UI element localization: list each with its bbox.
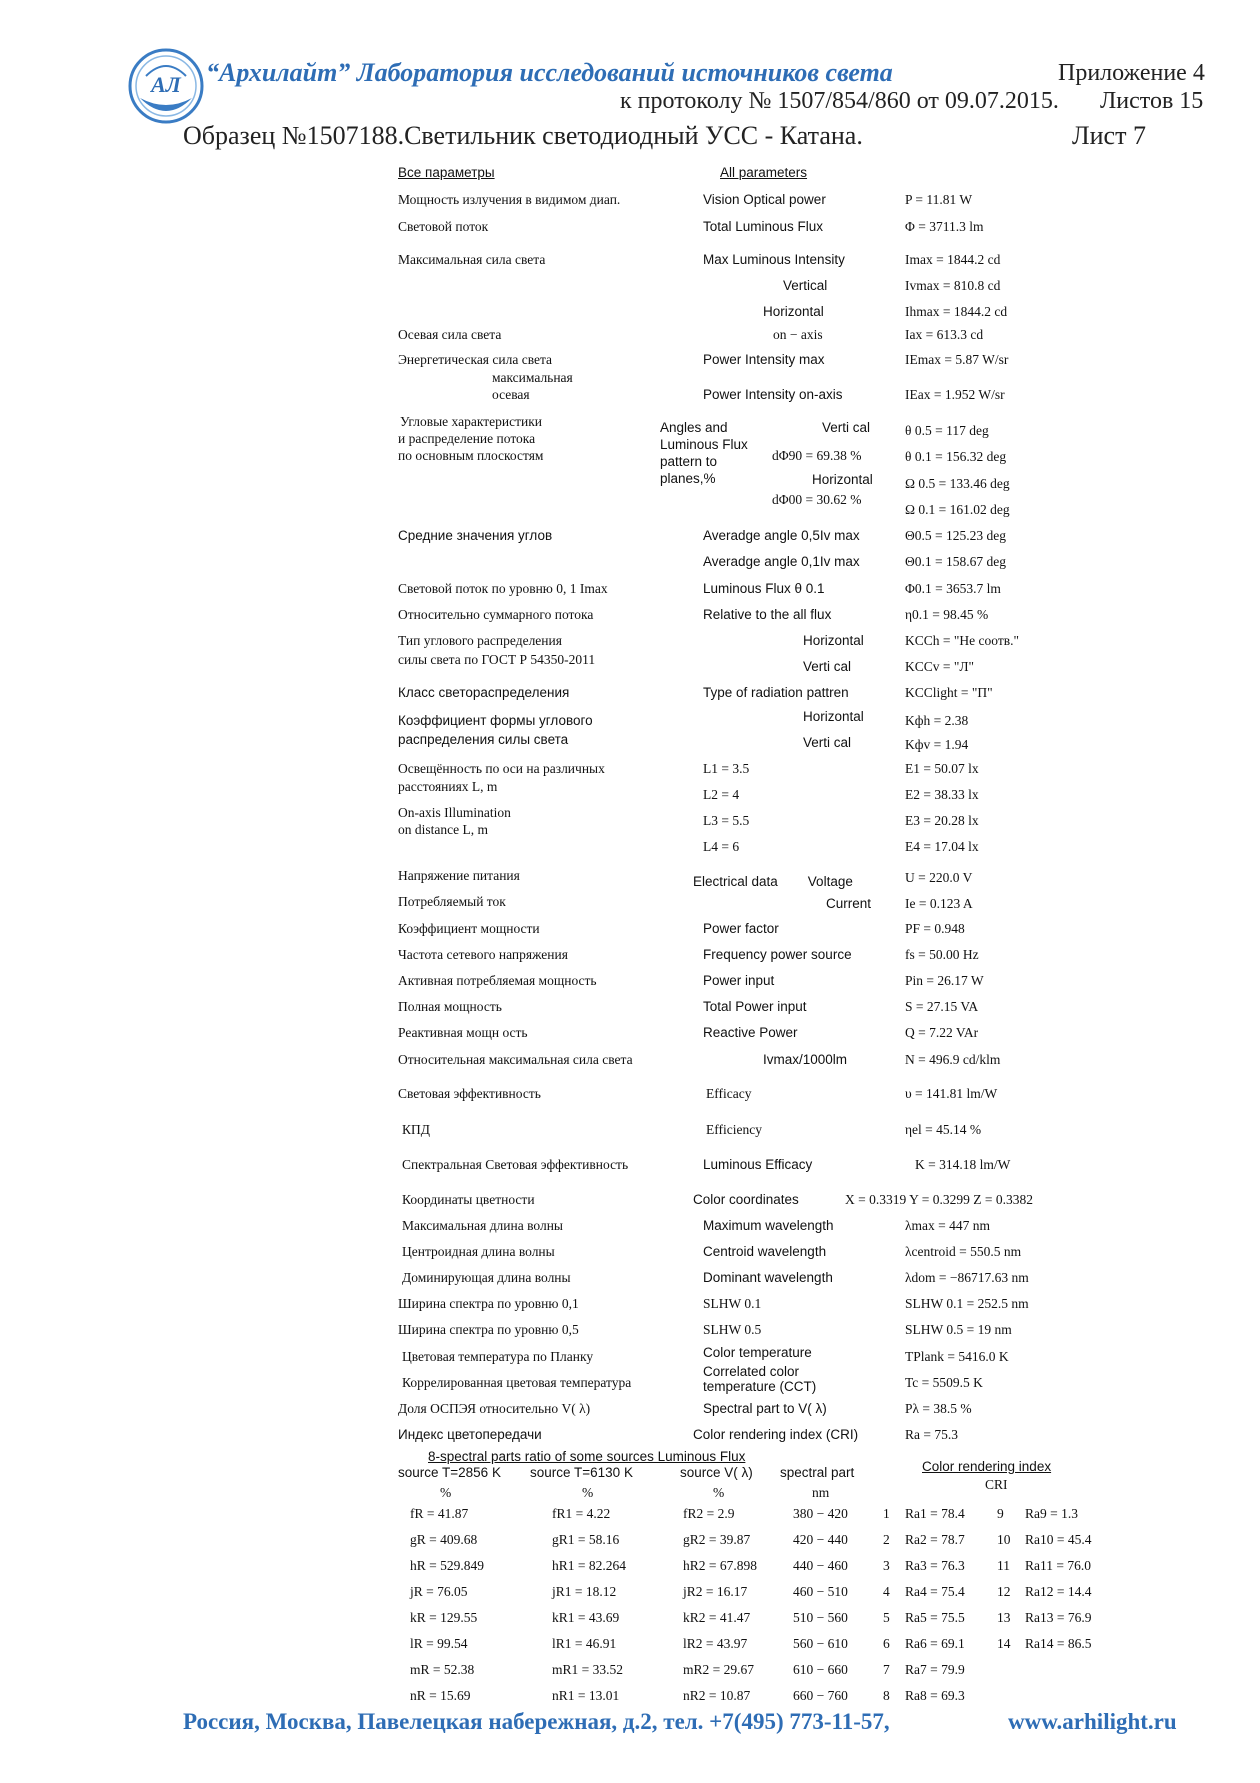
spectral-cell: 2 [883, 1532, 890, 1547]
param-value: Tc = 5509.5 K [905, 1375, 983, 1390]
spectral-cell: 7 [883, 1662, 890, 1677]
angles-horizontal-label: Horizontal [812, 472, 873, 487]
col-head-2856: source T=2856 K [398, 1465, 501, 1480]
spectral-cell: 12 [997, 1584, 1011, 1599]
param-value: Kфh = 2.38 [905, 713, 969, 728]
spectral-cell: kR2 = 41.47 [683, 1610, 751, 1625]
param-en: Horizontal [803, 709, 864, 724]
param-row [0, 1192, 1260, 1214]
cri-subtitle: CRI [985, 1477, 1008, 1492]
param-row [0, 652, 1260, 674]
angles-en-4: planes,% [660, 471, 716, 486]
heading-all-parameters-en: All parameters [720, 165, 808, 180]
angle-value: Ω 0.1 = 161.02 deg [905, 502, 1010, 517]
param-en: Dominant wavelength [703, 1270, 833, 1285]
param-row [0, 1270, 1260, 1292]
spectral-cell: Ra4 = 75.4 [905, 1584, 965, 1599]
param-en: Horizontal [763, 304, 824, 319]
param-ru: Доминирующая длина волны [402, 1270, 571, 1285]
angles-df00: dΦ00 = 30.62 % [772, 492, 862, 507]
param-ru: Световой поток по уровню 0, 1 Imax [398, 581, 608, 596]
col-head-v: source V( λ) [680, 1465, 753, 1480]
param-ru: On-axis Illumination [398, 805, 511, 820]
param-row [0, 528, 1260, 550]
spectral-cell: 510 − 560 [793, 1610, 848, 1625]
col-unit: % [713, 1485, 725, 1500]
param-value: S = 27.15 VA [905, 999, 979, 1014]
param-en: Vision Optical power [703, 192, 826, 207]
param-row [0, 554, 1260, 576]
spectral-cell: 14 [997, 1636, 1011, 1651]
param-value: Ihmax = 1844.2 cd [905, 304, 1008, 319]
spectral-cell: 6 [883, 1636, 890, 1651]
param-value: IEax = 1.952 W/sr [905, 387, 1005, 402]
angle-value: Ω 0.5 = 133.46 deg [905, 476, 1010, 491]
angles-df90: dΦ90 = 69.38 % [772, 448, 862, 463]
spectral-cell: kR1 = 43.69 [552, 1610, 620, 1625]
angles-ru-3: по основным плоскостям [398, 448, 544, 463]
spectral-cell: 5 [883, 1610, 890, 1625]
param-ru: Коэффициент мощности [398, 921, 540, 936]
param-value: Θ0.5 = 125.23 deg [905, 528, 1006, 543]
spectral-cell: hR = 529.849 [410, 1558, 484, 1573]
param-en: Luminous Flux θ 0.1 [703, 581, 825, 596]
spectral-cell: Ra3 = 76.3 [905, 1558, 965, 1573]
param-row [0, 685, 1260, 707]
param-row [0, 1296, 1260, 1318]
param-ru: Максимальная длина волны [402, 1218, 563, 1233]
param-en: Frequency power source [703, 947, 852, 962]
spectral-cell: mR = 52.38 [410, 1662, 475, 1677]
param-en: Total Luminous Flux [703, 219, 824, 234]
spectral-cell: Ra12 = 14.4 [1025, 1584, 1092, 1599]
angles-en-3: pattern to [660, 454, 718, 469]
spectral-cell: fR2 = 2.9 [683, 1506, 735, 1521]
logo-lettering: АЛ [151, 72, 181, 97]
param-value: Ivmax = 810.8 cd [905, 278, 1001, 293]
spectral-cell: lR = 99.54 [410, 1636, 468, 1651]
param-ru: Энергетическая сила света [398, 352, 553, 367]
param-en: Centroid wavelength [703, 1244, 827, 1259]
spectral-cell: nR1 = 13.01 [552, 1688, 620, 1703]
param-row [0, 1122, 1260, 1144]
param-value: SLHW 0.5 = 19 nm [905, 1322, 1012, 1337]
spectral-cell: hR2 = 67.898 [683, 1558, 757, 1573]
param-row [0, 581, 1260, 603]
param-value: E4 = 17.04 lx [905, 839, 979, 854]
param-row [0, 1401, 1260, 1423]
param-en: Total Power input [703, 999, 807, 1014]
col-head-spectral: spectral part [780, 1465, 855, 1480]
param-en: Efficiency [706, 1122, 762, 1137]
param-row [0, 1364, 1260, 1397]
param-row [0, 219, 1260, 241]
col-head-6130: source T=6130 K [530, 1465, 633, 1480]
param-row [0, 868, 1260, 890]
param-row [0, 1345, 1260, 1371]
param-value: KCClight = "П" [905, 685, 993, 700]
param-row [0, 1244, 1260, 1266]
param-value: Φ = 3711.3 lm [905, 219, 984, 234]
spectral-cell: fR1 = 4.22 [552, 1506, 611, 1521]
spectral-cell: Ra7 = 79.9 [905, 1662, 965, 1677]
param-ru: Ширина спектра по уровню 0,1 [398, 1296, 579, 1311]
param-value: IEmax = 5.87 W/sr [905, 352, 1009, 367]
spectral-cell: 560 − 610 [793, 1636, 848, 1651]
param-ru: расстояниях L, m [398, 779, 498, 794]
param-en: Power input [703, 973, 775, 988]
angles-ru-1: Угловые характеристики [400, 414, 542, 429]
param-en: Power Intensity on-axis [703, 387, 843, 402]
spectral-cell: mR1 = 33.52 [552, 1662, 623, 1677]
spectral-cell: 460 − 510 [793, 1584, 848, 1599]
param-ru: Осевая сила света [398, 327, 502, 342]
spectral-cell: 10 [997, 1532, 1011, 1547]
spectral-cell: Ra1 = 78.4 [905, 1506, 965, 1521]
param-ru: Активная потребляемая мощность [398, 973, 597, 988]
param-value: ηel = 45.14 % [905, 1122, 982, 1137]
param-en: L2 = 4 [703, 787, 740, 802]
param-ru: распределения силы света [398, 732, 569, 747]
param-value: X = 0.3319 Y = 0.3299 Z = 0.3382 [845, 1192, 1033, 1207]
protocol-reference: к протоколу № 1507/854/860 от 09.07.2015. [620, 88, 1059, 114]
spectral-cell: Ra8 = 69.3 [905, 1688, 965, 1703]
param-value: KCCv = "Л" [905, 659, 975, 674]
param-en: Relative to the all flux [703, 607, 832, 622]
spectral-cell: kR = 129.55 [410, 1610, 478, 1625]
lab-title: “Архилайт” Лаборатория исследований источников света [206, 58, 893, 87]
param-en: Color coordinates [693, 1192, 799, 1207]
param-ru: Напряжение питания [398, 868, 520, 883]
param-en: Power factor [703, 921, 779, 936]
param-row [0, 1218, 1260, 1240]
param-ru: Частота сетевого напряжения [398, 947, 568, 962]
param-value: KCCh = "Не соотв." [905, 633, 1019, 648]
param-en: L4 = 6 [703, 839, 740, 854]
spectral-cell: fR = 41.87 [410, 1506, 469, 1521]
param-en: Color rendering index (CRI) [693, 1427, 859, 1442]
col-unit: % [582, 1485, 594, 1500]
angles-ru-2: и распределение потока [398, 431, 536, 446]
param-row [0, 327, 1260, 349]
param-ru: Средние значения углов [398, 528, 553, 543]
param-value: E1 = 50.07 lx [905, 761, 979, 776]
heading-all-parameters-ru: Все параметры [398, 165, 495, 180]
angles-vertical-label: Verti cal [822, 420, 871, 435]
param-ru: Класс светораспределения [398, 685, 570, 700]
param-ru: Максимальная сила света [398, 252, 546, 267]
param-en: Reactive Power [703, 1025, 798, 1040]
param-ru: on distance L, m [398, 822, 488, 837]
spectral-cell: nR2 = 10.87 [683, 1688, 751, 1703]
param-value: PF = 0.948 [905, 921, 965, 936]
param-en: SLHW 0.1 [703, 1296, 762, 1311]
param-ru: Доля ОСПЭЯ относительно V( λ) [398, 1401, 591, 1416]
param-ru: Мощность излучения в видимом диап. [398, 192, 621, 207]
param-value: λcentroid = 550.5 nm [905, 1244, 1022, 1259]
param-value: η0.1 = 98.45 % [905, 607, 989, 622]
param-value: E2 = 38.33 lx [905, 787, 979, 802]
spectral-cell: 8 [883, 1688, 890, 1703]
param-row [0, 1086, 1260, 1108]
spectral-cell: 420 − 440 [793, 1532, 848, 1547]
param-row [0, 304, 1260, 326]
param-en: Ivmax/1000lm [763, 1052, 848, 1067]
param-ru: Потребляемый ток [398, 894, 506, 909]
param-ru: Координаты цветности [402, 1192, 535, 1207]
param-en: Max Luminous Intensity [703, 252, 845, 267]
param-row [0, 1322, 1260, 1344]
param-value: P = 11.81 W [905, 192, 973, 207]
spectral-cell: Ra2 = 78.7 [905, 1532, 965, 1547]
param-ru: Индекс цветопередачи [398, 1427, 542, 1442]
param-value: Iax = 613.3 cd [905, 327, 984, 342]
param-ru: Спектральная Световая эффективность [402, 1157, 629, 1172]
param-en: Luminous Efficacy [703, 1157, 813, 1172]
param-value: Θ0.1 = 158.67 deg [905, 554, 1006, 569]
param-en: Averadge angle 0,5Iv max [703, 528, 860, 543]
param-row [0, 779, 1260, 801]
param-ru: КПД [402, 1122, 430, 1137]
param-ru: осевая [492, 387, 530, 402]
param-en: Verti cal [803, 659, 852, 674]
param-ru: максимальная [492, 370, 573, 385]
param-en: Horizontal [803, 633, 864, 648]
spectral-cell: lR2 = 43.97 [683, 1636, 748, 1651]
laboratory-logo [126, 46, 206, 126]
param-row [0, 192, 1260, 214]
spectral-cell: jR1 = 18.12 [552, 1584, 617, 1599]
param-ru: Световой поток [398, 219, 489, 234]
angles-en-1: Angles and [660, 420, 728, 435]
param-ru: Ширина спектра по уровню 0,5 [398, 1322, 579, 1337]
param-value: N = 496.9 cd/klm [905, 1052, 1001, 1067]
param-row [0, 607, 1260, 629]
param-value: TPlank = 5416.0 K [905, 1349, 1009, 1364]
param-en: Maximum wavelength [703, 1218, 834, 1233]
param-ru: Коррелированная цветовая температура [402, 1375, 632, 1390]
param-ru: Центроидная длина волны [402, 1244, 555, 1259]
param-value: λmax = 447 nm [905, 1218, 991, 1233]
param-value: Φ0.1 = 3653.7 lm [905, 581, 1001, 596]
appendix-label: Приложение 4 [1058, 60, 1205, 86]
param-en: L3 = 5.5 [703, 813, 750, 828]
spectral-cell: 660 − 760 [793, 1688, 848, 1703]
spectral-cell: 1 [883, 1506, 890, 1521]
param-row [0, 947, 1260, 969]
param-value: fs = 50.00 Hz [905, 947, 979, 962]
param-en: Power Intensity max [703, 352, 825, 367]
spectral-cell: gR = 409.68 [410, 1532, 478, 1547]
param-value: Kфv = 1.94 [905, 737, 969, 752]
param-en: Averadge angle 0,1Iv max [703, 554, 860, 569]
param-value: Q = 7.22 VAr [905, 1025, 979, 1040]
param-en: on − axis [773, 327, 823, 342]
param-value: Ie = 0.123 A [905, 896, 973, 911]
param-row [0, 822, 1260, 854]
spectral-cell: 610 − 660 [793, 1662, 848, 1677]
param-row [0, 1427, 1260, 1449]
param-en: Correlated color temperature (CCT) [703, 1364, 817, 1394]
sheets-total: Листов 15 [1100, 88, 1204, 114]
param-row [0, 278, 1260, 300]
spectral-cell: gR2 = 39.87 [683, 1532, 751, 1547]
param-en: Type of radiation pattren [703, 685, 849, 700]
spectral-table-title: 8-spectral parts ratio of some sources Luminous Flux [428, 1449, 746, 1464]
param-ru: Световая эффективность [398, 1086, 541, 1101]
param-ru: Освещённость по оси на различных [398, 761, 605, 776]
spectral-cell: gR1 = 58.16 [552, 1532, 620, 1547]
param-row [0, 973, 1260, 995]
param-row [0, 1052, 1260, 1074]
param-row [0, 921, 1260, 943]
param-ru: Относительная максимальная сила света [398, 1052, 633, 1067]
param-ru: Коэффициент формы углового [398, 713, 593, 728]
col-unit: % [440, 1485, 452, 1500]
col-unit: nm [812, 1485, 830, 1500]
spectral-cell: nR = 15.69 [410, 1688, 471, 1703]
spectral-cell: Ra10 = 45.4 [1025, 1532, 1092, 1547]
spectral-cell: jR = 76.05 [410, 1584, 468, 1599]
param-en: Vertical [783, 278, 828, 293]
param-row [0, 1157, 1260, 1179]
param-ru: Тип углового распределения [398, 633, 562, 648]
param-value: K = 314.18 lm/W [915, 1157, 1011, 1172]
param-en: Spectral part to V( λ) [703, 1401, 827, 1416]
spectral-cell: hR1 = 82.264 [552, 1558, 626, 1573]
spectral-cell: 11 [997, 1558, 1010, 1573]
sample-title: Образец №1507188.Светильник светодиодный УСС - Катана. [183, 121, 863, 150]
param-ru: силы света по ГОСТ Р 54350-2011 [398, 652, 596, 667]
spectral-cell: 13 [997, 1610, 1011, 1625]
param-en: Efficacy [706, 1086, 752, 1101]
spectral-cell: 3 [883, 1558, 890, 1573]
spectral-cell: Ra5 = 75.5 [905, 1610, 965, 1625]
footer-website-link[interactable]: www.arhilight.ru [1008, 1709, 1177, 1734]
param-row [0, 1025, 1260, 1047]
param-value: Pλ = 38.5 % [905, 1401, 972, 1416]
sheet-number: Лист 7 [1072, 121, 1146, 150]
param-en: Color temperature [703, 1345, 812, 1360]
param-ru: Реактивная мощн ость [398, 1025, 528, 1040]
param-ru: Полная мощность [398, 999, 502, 1014]
spectral-cell: jR2 = 16.17 [683, 1584, 748, 1599]
param-row [0, 732, 1260, 754]
param-row [0, 894, 1260, 916]
param-row [0, 999, 1260, 1021]
param-value: υ = 141.81 lm/W [905, 1086, 998, 1101]
param-en: SLHW 0.5 [703, 1322, 762, 1337]
param-en: Electrical data Voltage [693, 874, 853, 889]
param-row [0, 387, 1260, 409]
spectral-cell: mR2 = 29.67 [683, 1662, 754, 1677]
param-value: E3 = 20.28 lx [905, 813, 979, 828]
param-ru: Относительно суммарного потока [398, 607, 594, 622]
param-ru: Цветовая температура по Планку [402, 1349, 594, 1364]
footer-address: Россия, Москва, Павелецкая набережная, д.2, тел. +7(495) 773-11-57, [183, 1709, 890, 1734]
param-value: SLHW 0.1 = 252.5 nm [905, 1296, 1029, 1311]
angle-value: θ 0.5 = 117 deg [905, 423, 989, 438]
param-value: Imax = 1844.2 cd [905, 252, 1001, 267]
spectral-cell: Ra6 = 69.1 [905, 1636, 965, 1651]
param-value: Ra = 75.3 [905, 1427, 958, 1442]
spectral-cell: Ra13 = 76.9 [1025, 1610, 1092, 1625]
spectral-cell: Ra11 = 76.0 [1025, 1558, 1091, 1573]
angles-en-2: Luminous Flux [660, 437, 748, 452]
angle-value: θ 0.1 = 156.32 deg [905, 449, 1007, 464]
param-en: Verti cal [803, 735, 852, 750]
spectral-cell: lR1 = 46.91 [552, 1636, 617, 1651]
spectral-cell: 380 − 420 [793, 1506, 848, 1521]
param-value: U = 220.0 V [905, 870, 973, 885]
spectral-cell: 9 [997, 1506, 1004, 1521]
param-row [0, 252, 1260, 274]
spectral-cell: 4 [883, 1584, 890, 1599]
param-value: Pin = 26.17 W [905, 973, 984, 988]
spectral-cell: Ra14 = 86.5 [1025, 1636, 1092, 1651]
spectral-cell: 440 − 460 [793, 1558, 848, 1573]
spectral-cell: Ra9 = 1.3 [1025, 1506, 1078, 1521]
param-en: Current [826, 896, 872, 911]
cri-title: Color rendering index [922, 1459, 1052, 1474]
param-value: λdom = −86717.63 nm [905, 1270, 1029, 1285]
param-en: L1 = 3.5 [703, 761, 750, 776]
